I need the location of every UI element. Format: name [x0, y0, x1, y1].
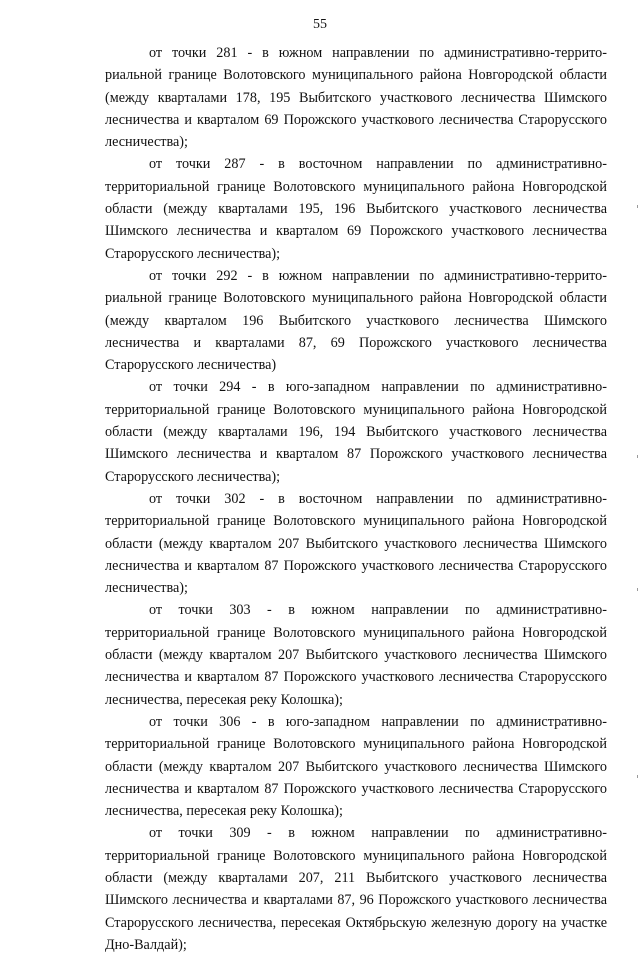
- page-number: 55: [313, 17, 327, 32]
- paragraph-point-309: от точки 309 - в южном направлении по административно-территориальной границе Волотовского муниципального района Новгородской области (между кварталами 207, 211 Выбитского участкового лесничества Шимского лесничества и кварталами 87, 96 Порожского участкового лесничества Старорусского лесничества, пересекая Октябрьскую железную дорогу на участке Дно-Валдай);: [105, 825, 607, 953]
- paragraph-point-306: от точки 306 - в юго-западном направлении по административно-территориальной границе Волотовского муниципального района Новгородской области (между кварталом 207 Выбитского участкового лесничества Шимского лесничества и кварталом 87 Порожского участкового лесничества Старорусского лесничества, пересекая реку Колошка);: [105, 713, 607, 820]
- paragraph-point-303: от точки 303 - в южном направлении по административно-территориальной границе Волотовского муниципального района Новгородской области (между кварталом 207 Выбитского участкового лесничества Шимского лесничества и кварталом 87 Порожского участкового лесничества Старорусского лесничества, пересекая реку Колошка);: [105, 602, 607, 708]
- paragraph-point-294: от точки 294 - в юго-западном направлении по административно-территориальной границе Волотовского муниципального района Новгородской области (между кварталами 196, 194 Выбитского участкового лесничества Шимского лесничества и кварталом 87 Порожского участкового лесничества Старорусского лесничества);: [105, 379, 607, 485]
- document-body: [105, 42, 607, 956]
- scan-mark: [637, 588, 638, 591]
- scan-mark: [637, 775, 638, 778]
- paragraph-point-281: от точки 281 - в южном направлении по административно-территориальной границе Волотовского муниципального района Новгородской области (между кварталами 178, 195 Выбитского участкового лесничества Шимского лесничества и кварталом 69 Порожского участкового лесничества Старорусского лесничества);: [105, 45, 607, 151]
- scan-mark: [637, 455, 638, 458]
- paragraph-point-302: от точки 302 - в восточном направлении по административно-территориальной границе Волотовского муниципального района Новгородской области (между кварталом 207 Выбитского участкового лесничества Шимского лесничества и кварталом 87 Порожского участкового лесничества Старорусского лесничества);: [105, 490, 607, 597]
- paragraph-point-287: от точки 287 - в восточном направлении по административно-территориальной границе Волотовского муниципального района Новгородской области (между кварталами 195, 196 Выбитского участкового лесничества Шимского лесничества и кварталом 69 Порожского участкового лесничества Старорусского лесничества);: [105, 156, 607, 262]
- paragraph-point-292: от точки 292 - в южном направлении по административно-территориальной границе Волотовского муниципального района Новгородской области (между кварталом 196 Выбитского участкового лесничества Шимского лесничества и кварталами 87, 69 Порожского участкового лесничества Старорусского лесничества): [105, 267, 607, 374]
- scan-mark: [637, 205, 638, 208]
- scan-edge-marks: [635, 0, 638, 905]
